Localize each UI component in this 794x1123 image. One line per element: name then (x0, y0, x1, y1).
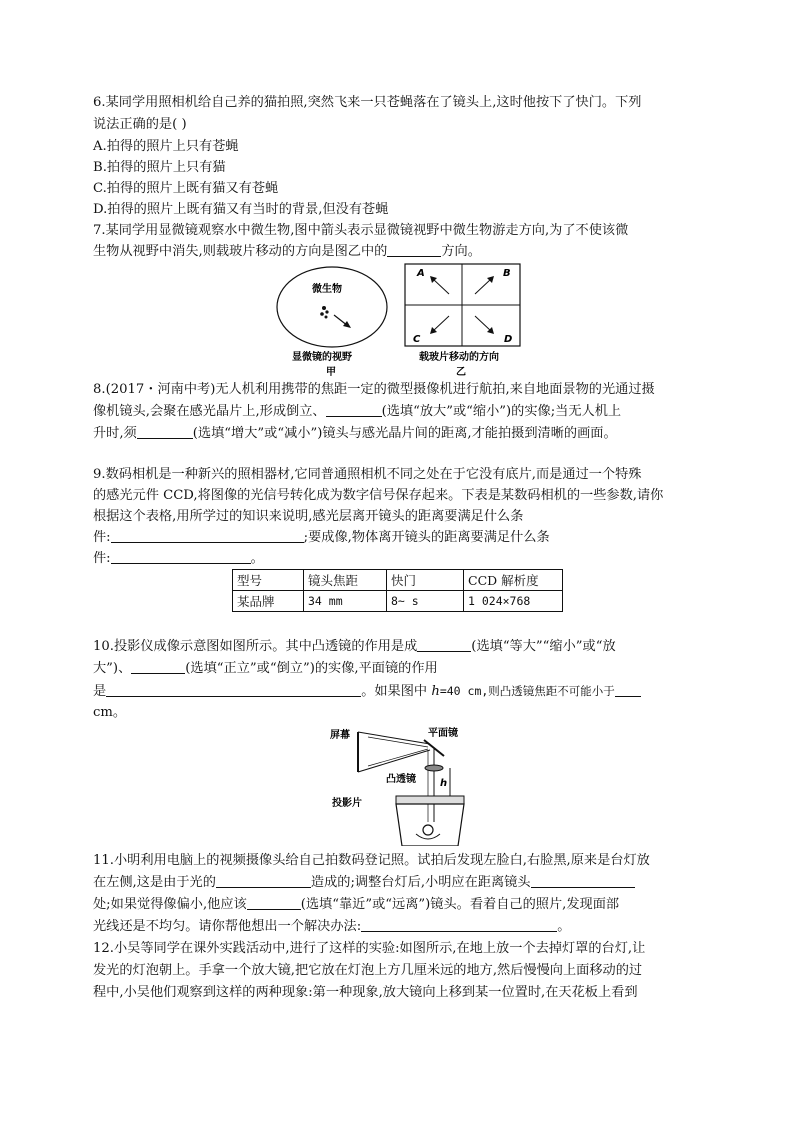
projector-figure (328, 722, 468, 846)
q6-option-d: D.拍得的照片上既有猫又有当时的背景,但没有苍蝇 (93, 202, 389, 217)
q10-blank3[interactable] (106, 683, 361, 697)
yi-label: 乙 (456, 367, 466, 378)
q9-line4-end: ;要成像,物体离开镜头的距离要满足什么条 (303, 530, 550, 545)
table-cell: 1 024×768 (464, 591, 563, 612)
label-c: C (413, 334, 421, 345)
q10-line2 (93, 660, 438, 678)
q8-line3 (93, 425, 617, 443)
q12-line3: 程中,小吴他们观察到这样的两种现象:第一种现象,放大镜向上移到某一位置时,在天花板上看到 (93, 985, 638, 1000)
q8-line1: 8.(2017・河南中考)无人机利用携带的焦距一定的微型摄像机进行航拍,来自地面景物的光通过摄 (93, 382, 655, 397)
microscope-field-figure (272, 262, 402, 380)
q10-line2-end: (选填“正立”或“倒立”)的实像,平面镜的作用 (185, 661, 438, 676)
q10-line1-text: 10.投影仪成像示意图如图所示。其中凸透镜的作用是成 (93, 639, 418, 654)
table-header-row (233, 570, 563, 591)
screen-label: 屏幕 (330, 730, 350, 741)
q7-line2-end: 方向。 (441, 244, 481, 259)
q8-line3-text: 升时,须 (93, 426, 137, 441)
table-row (233, 591, 563, 612)
q10-blank1[interactable] (417, 638, 471, 652)
q8-blank2[interactable] (137, 425, 193, 439)
q8-line2-end: (选填“放大”或“缩小”)的实像;当无人机上 (381, 404, 622, 419)
q11-line3-text: 处;如果觉得像偏小,他应该 (93, 897, 247, 912)
q6-line1: 6.某同学用照相机给自己养的猫拍照,突然飞来一只苍蝇落在了镜头上,这时他按下了快门。下列 (93, 95, 642, 110)
q11-line4-text: 光线还是不均匀。请你帮他想出一个解决办法: (93, 919, 362, 934)
q12-line2: 发光的灯泡朝上。手拿一个放大镜,把它放在灯泡上方几厘米远的地方,然后慢慢向上面移动的过 (93, 963, 643, 978)
q11-blank3[interactable] (247, 896, 301, 910)
q10-line2-text: 大”)、 (93, 661, 132, 676)
header-cell: 型号 (233, 570, 304, 591)
q9-line5-text: 件: (93, 551, 111, 566)
q11-blank4[interactable] (361, 918, 557, 932)
q9-line4-text: 件: (93, 530, 111, 545)
q8-line3-end: (选填“增大”或“减小”)镜头与感光晶片间的距离,才能拍摄到清晰的画面。 (192, 426, 617, 441)
q9-line5-end: 。 (250, 551, 264, 566)
arrow-b-icon (475, 279, 491, 294)
q10-line1 (93, 638, 616, 656)
label-d: D (504, 334, 513, 345)
q11-blank1[interactable] (216, 874, 311, 888)
bulb-icon (423, 825, 433, 835)
q10-line4: cm。 (93, 705, 127, 720)
microbe-icon (320, 306, 328, 319)
camera-params-table (232, 569, 563, 612)
q9-line3: 根据这个表格,用所学过的知识来说明,感光层离开镜头的距离要满足什么条 (93, 509, 524, 524)
q7-line2-text: 生物从视野中消失,则载玻片移动的方向是图乙中的 (93, 244, 388, 259)
label-a: A (417, 268, 425, 279)
q6-option-b: B.拍得的照片上只有猫 (93, 160, 226, 175)
table-cell: 8~ s (387, 591, 464, 612)
q10-line3 (93, 682, 641, 701)
q8-line2-text: 像机镜头,会聚在感光晶片上,形成倒立、 (93, 404, 326, 419)
q9-blank1[interactable] (111, 529, 304, 543)
q11-line4-end: 。 (557, 919, 571, 934)
field-of-view-ellipse (277, 267, 387, 347)
q9-line2: 的感光元件 CCD,将图像的光信号转化成为数字信号保存起来。下表是某数码相机的一些参数,请你 (93, 488, 664, 503)
q11-line2-mid: 造成的;调整台灯后,小明应在距离镜头 (310, 875, 531, 890)
q7-line2 (93, 243, 481, 261)
q10-line1-end: (选填“等大”“缩小”或“放 (471, 639, 616, 654)
q9-line5 (93, 550, 264, 568)
q11-line2 (93, 874, 635, 892)
q9-line4 (93, 529, 550, 547)
q6-option-c: C.拍得的照片上既有猫又有苍蝇 (93, 181, 279, 196)
q11-line4 (93, 918, 570, 936)
q11-line2-text: 在左侧,这是由于光的 (93, 875, 216, 890)
q6-line2: 说法正确的是( ) (93, 117, 187, 132)
lens-label: 凸透镜 (386, 774, 416, 785)
yi-caption: 载玻片移动的方向 (419, 352, 499, 363)
q10-line3-text: 是 (93, 684, 107, 699)
q11-blank2[interactable] (531, 874, 635, 888)
header-cell: 快门 (387, 570, 464, 591)
q11-line3 (93, 896, 619, 914)
arrow-d-icon (475, 316, 491, 331)
q11-line3-end: (选填“靠近”或“远离”)镜头。看着自己的照片,发现面部 (300, 897, 620, 912)
table-cell: 某品牌 (233, 591, 304, 612)
arrow-a-icon (433, 279, 449, 294)
slide-icon (396, 796, 464, 804)
q8-line2 (93, 403, 621, 421)
microbe-label: 微生物 (312, 284, 342, 295)
lens-icon (425, 765, 443, 771)
jia-label: 甲 (326, 367, 336, 378)
q7-line1: 7.某同学用显微镜观察水中微生物,图中箭头表示显微镜视野中微生物游走方向,为了不使该微 (93, 223, 629, 238)
header-cell: 镜头焦距 (304, 570, 387, 591)
q10-line3-end: =40 cm,则凸透镜焦距不可能小于 (439, 684, 615, 698)
label-b: B (503, 268, 511, 279)
h-label: h (440, 778, 448, 789)
q10-line3-mid: 。如果图中 (361, 684, 432, 699)
mirror-label: 平面镜 (428, 728, 458, 739)
table-cell: 34 mm (304, 591, 387, 612)
slide-direction-figure (403, 262, 533, 380)
header-cell: CCD 解析度 (464, 570, 563, 591)
h-symbol: h (431, 684, 440, 699)
jia-caption: 显微镜的视野 (292, 352, 352, 363)
arrow-c-icon (433, 316, 449, 331)
q12-line1: 12.小吴等同学在课外实践活动中,进行了这样的实验:如图所示,在地上放一个去掉灯罩的台灯,让 (93, 941, 646, 956)
q6-option-a: A.拍得的照片上只有苍蝇 (93, 139, 239, 154)
q10-blank4[interactable] (615, 683, 641, 697)
q11-line1: 11.小明利用电脑上的视频摄像头给自己拍数码登记照。试拍后发现左脸白,右脸黑,原来是台灯放 (93, 853, 650, 868)
q9-blank2[interactable] (111, 550, 251, 564)
q9-line1: 9.数码相机是一种新兴的照相器材,它同普通照相机不同之处在于它没有底片,而是通过一个特殊 (93, 467, 642, 482)
q10-blank2[interactable] (131, 660, 185, 674)
q7-answer-blank[interactable] (387, 243, 441, 257)
q8-blank1[interactable] (326, 403, 382, 417)
slide-label: 投影片 (332, 798, 362, 809)
